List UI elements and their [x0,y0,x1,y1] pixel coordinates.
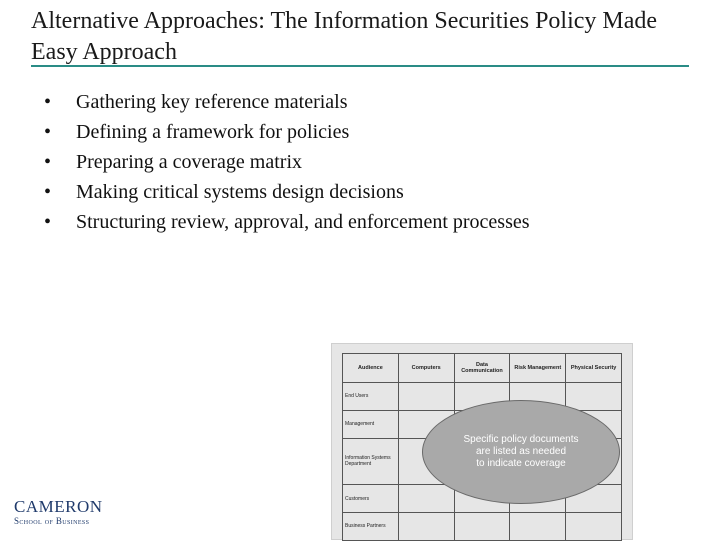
cameron-logo [14,498,103,527]
matrix-row-label: Business Partners [343,513,399,541]
bullet-symbol: • [44,181,52,203]
bullet-text: Preparing a coverage matrix [76,151,303,173]
matrix-row-label: End Users [343,383,399,411]
bullet-item [44,87,530,117]
matrix-header-computers: Computers [398,354,454,383]
bullet-item [44,177,530,207]
title-underline [31,65,689,67]
matrix-cell [566,383,622,411]
matrix-cell [454,513,510,541]
bullet-text: Structuring review, approval, and enforcement processes [76,211,530,233]
bullet-symbol: • [44,151,52,173]
matrix-header-risk-management: Risk Management [510,354,566,383]
logo-subtitle: School of Business [14,516,90,526]
matrix-cell [398,383,454,411]
matrix-cell [398,485,454,513]
bullet-symbol: • [44,91,52,113]
logo-wordmark: CAMERON [14,497,103,516]
bullet-text: Defining a framework for policies [76,121,350,143]
matrix-cell [510,513,566,541]
matrix-header-data-communication: Data Communication [454,354,510,383]
bullet-text: Making critical systems design decisions [76,181,404,203]
matrix-row-label: Management [343,410,399,438]
bullet-symbol: • [44,121,52,143]
coverage-oval-text: Specific policy documents are listed as needed to indicate coverage [463,434,579,469]
bullet-list [44,87,530,237]
bullet-item [44,117,530,147]
coverage-oval [422,400,620,504]
matrix-cell [398,513,454,541]
bullet-symbol: • [44,211,52,233]
matrix-cell [566,513,622,541]
matrix-header-audience: Audience [343,354,399,383]
matrix-row-label: Customers [343,485,399,513]
bullet-text: Gathering key reference materials [76,91,348,113]
matrix-header-physical-security: Physical Security [566,354,622,383]
matrix-row-label: Information Systems Department [343,438,399,485]
bullet-item [44,147,530,177]
coverage-matrix-figure [331,343,633,540]
slide-title: Alternative Approaches: The Information Securities Policy Made Easy Approach [31,8,658,65]
bullet-item [44,207,530,237]
